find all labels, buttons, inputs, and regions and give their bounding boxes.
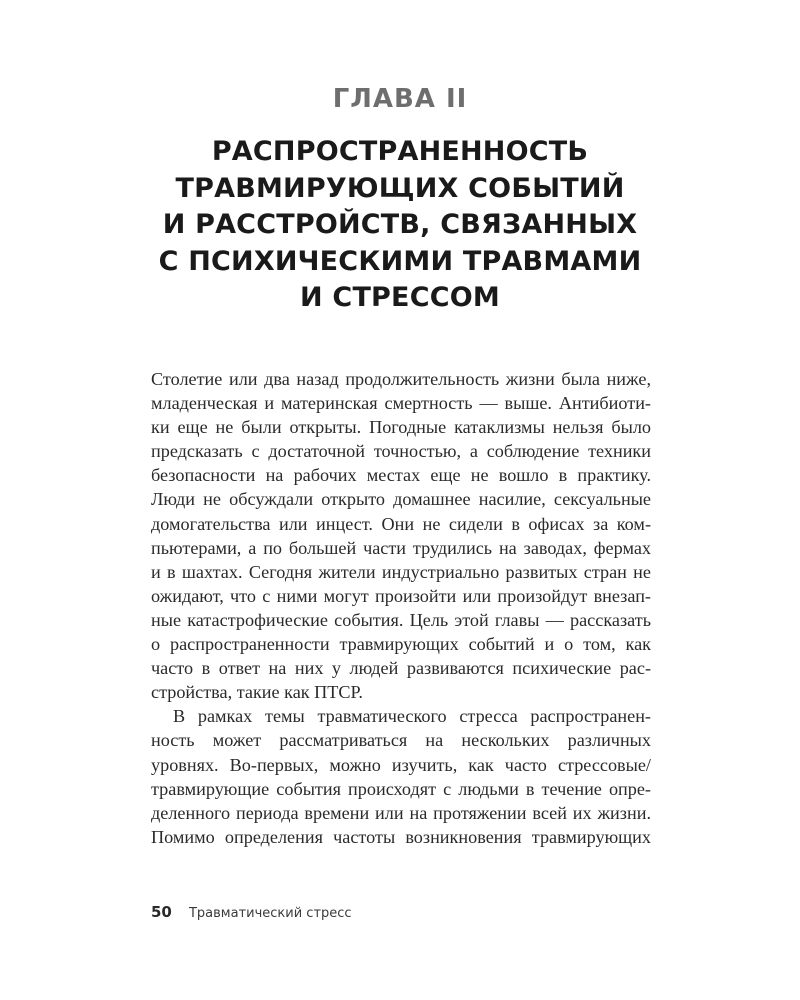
text-line: уровнях. Во-первых, можно изучить, как часто стрессовые/ [151, 754, 651, 775]
text-line: ожидают, что с ними могут произойти или произойдут внезап- [151, 585, 651, 606]
text-line: В рамках темы травматического стресса распространен- [173, 706, 651, 727]
text-line: травмирующие события происходят с людьми в течение опре- [151, 778, 651, 799]
text-line: о распространенности травмирующих событий и о том, как [151, 634, 651, 655]
text-line: ность может рассматриваться на нескольких различных [151, 730, 651, 751]
text-line: Помимо определения частоты возникновения травмирующих [151, 826, 651, 847]
chapter-title [0, 134, 800, 317]
chapter-label: ГЛАВА II [332, 84, 468, 114]
text-line: пьютерами, а по большей части трудились на заводах, фермах [151, 537, 651, 558]
chapter-title-line: РАСПРОСТРАНЕННОСТЬ [211, 136, 589, 167]
text-line: ные катастрофические события. Цель этой главы — рассказать [151, 609, 651, 630]
running-title: Травматический стресс [188, 906, 352, 921]
text-line: ки еще не были открыты. Погодные катаклизмы нельзя было [151, 417, 651, 438]
text-line: предсказать с достаточной точностью, а соблюдение техники [151, 441, 651, 462]
text-line: безопасности на рабочих местах еще не вошло в практику. [151, 465, 651, 486]
text-line: Люди не обсуждали открыто домашнее насилие, сексуальные [151, 489, 651, 510]
text-line: младенческая и материнская смертность — выше. Антибиоти- [151, 393, 651, 414]
page-footer [151, 902, 352, 924]
chapter-title-line: И РАССТРОЙСТВ, СВЯЗАННЫХ [162, 209, 638, 240]
text-line: стройства, такие как ПТСР. [151, 682, 363, 703]
chapter-title-line: ТРАВМИРУЮЩИХ СОБЫТИЙ [175, 172, 625, 204]
chapter-title-line: И СТРЕССОМ [300, 282, 500, 313]
page-number: 50 [151, 903, 172, 921]
text-line: домогательства или инцест. Они не сидели в офисах за ком- [151, 513, 651, 534]
chapter-title-line: С ПСИХИЧЕСКИМИ ТРАВМАМИ [158, 245, 642, 277]
body-text [151, 367, 651, 849]
text-line: часто в ответ на них у людей развиваются психические рас- [151, 658, 651, 679]
text-line: деленного периода времени или на протяжении всей их жизни. [151, 802, 651, 823]
text-line: и в шахтах. Сегодня жители индустриально развитых стран не [151, 561, 651, 582]
text-line: Столетие или два назад продолжительность жизни была ниже, [151, 369, 651, 389]
